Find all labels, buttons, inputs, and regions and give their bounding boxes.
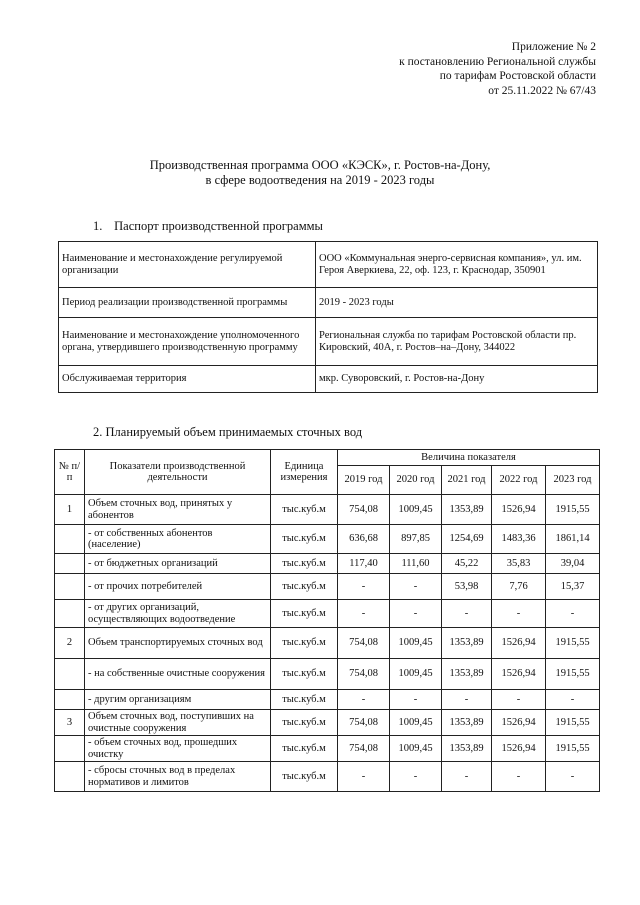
annex-header-line: по тарифам Ростовской области [439, 70, 596, 82]
table-row [55, 659, 600, 690]
value-cell: 39,04 [546, 554, 600, 574]
value-cell: 1915,55 [546, 628, 600, 659]
indicator-name-cell: Объем транспортируемых сточных вод [85, 628, 271, 659]
table-row [55, 710, 600, 736]
value-cell: 111,60 [390, 554, 442, 574]
value-cell: 754,08 [338, 628, 390, 659]
value-cell: - [390, 600, 442, 628]
value-cell: - [338, 690, 390, 710]
col-header-unit: Единица измерения [271, 450, 338, 495]
table-row [55, 495, 600, 525]
unit-cell: тыс.куб.м [271, 659, 338, 690]
col-header-year: 2020 год [390, 466, 442, 495]
table-header-row [55, 450, 600, 466]
value-cell: - [492, 762, 546, 792]
section-1-title: Паспорт производственной программы [114, 219, 323, 233]
row-number-cell [55, 525, 85, 554]
value-cell: 1861,14 [546, 525, 600, 554]
value-cell: 754,08 [338, 736, 390, 762]
indicator-name-cell: Объем сточных вод, поступивших на очистные сооружения [85, 710, 271, 736]
table-row [55, 736, 600, 762]
value-cell: 636,68 [338, 525, 390, 554]
unit-cell: тыс.куб.м [271, 574, 338, 600]
unit-cell: тыс.куб.м [271, 628, 338, 659]
row-number-cell [55, 574, 85, 600]
value-cell: - [390, 690, 442, 710]
value-cell: 754,08 [338, 495, 390, 525]
value-cell: - [442, 762, 492, 792]
unit-cell: тыс.куб.м [271, 762, 338, 792]
col-header-num: № п/п [55, 450, 85, 495]
value-cell: 754,08 [338, 659, 390, 690]
value-cell: 1009,45 [390, 495, 442, 525]
passport-value: Региональная служба по тарифам Ростовской области пр. Кировский, 40А, г. Ростов–на–Дону, 344022 [316, 318, 598, 366]
value-cell: 1526,94 [492, 710, 546, 736]
passport-table [58, 241, 598, 393]
row-number-cell: 3 [55, 710, 85, 736]
row-number-cell [55, 736, 85, 762]
value-cell: 1915,55 [546, 659, 600, 690]
passport-label: Обслуживаемая территория [59, 366, 316, 393]
annex-header-line: к постановлению Региональной службы [399, 55, 596, 68]
row-number-cell [55, 690, 85, 710]
document-title-line: в сфере водоотведения на 2019 - 2023 годы [205, 173, 435, 187]
passport-row [59, 318, 598, 366]
document-title [0, 158, 640, 188]
value-cell: 897,85 [390, 525, 442, 554]
value-cell: - [390, 762, 442, 792]
table-row [55, 574, 600, 600]
indicator-name-cell: - другим организациям [85, 690, 271, 710]
col-header-indicator: Показатели производственной деятельности [85, 450, 271, 495]
indicator-name-cell: - от собственных абонентов (население) [85, 525, 271, 554]
value-cell: 1254,69 [442, 525, 492, 554]
value-cell: - [338, 574, 390, 600]
value-cell: 1353,89 [442, 495, 492, 525]
unit-cell: тыс.куб.м [271, 495, 338, 525]
value-cell: 7,76 [492, 574, 546, 600]
table-row [55, 690, 600, 710]
annex-header [399, 40, 596, 98]
value-cell: 117,40 [338, 554, 390, 574]
value-cell: - [442, 600, 492, 628]
value-cell: 1915,55 [546, 495, 600, 525]
value-cell: 1353,89 [442, 628, 492, 659]
value-cell: 1009,45 [390, 659, 442, 690]
table-row [55, 525, 600, 554]
section-1-heading [93, 219, 323, 234]
passport-label: Наименование и местонахождение уполномоченного органа, утвердившего производственную программу [59, 318, 316, 366]
col-header-year: 2021 год [442, 466, 492, 495]
annex-header-line: от 25.11.2022 № 67/43 [488, 84, 596, 97]
row-number-cell [55, 762, 85, 792]
unit-cell: тыс.куб.м [271, 710, 338, 736]
value-cell: 754,08 [338, 710, 390, 736]
indicator-name-cell: - на собственные очистные сооружения [85, 659, 271, 690]
value-cell: 1915,55 [546, 736, 600, 762]
unit-cell: тыс.куб.м [271, 525, 338, 554]
value-cell: 1009,45 [390, 628, 442, 659]
indicator-name-cell: Объем сточных вод, принятых у абонентов [85, 495, 271, 525]
document-title-line: Производственная программа ООО «КЭСК», г. Ростов-на-Дону, [149, 158, 491, 172]
passport-value: 2019 - 2023 годы [316, 288, 598, 318]
value-cell: 1353,89 [442, 659, 492, 690]
value-cell: 1009,45 [390, 736, 442, 762]
passport-row [59, 288, 598, 318]
value-cell: 45,22 [442, 554, 492, 574]
passport-value: мкр. Суворовский, г. Ростов-на-Дону [316, 366, 598, 393]
value-cell: - [390, 574, 442, 600]
section-2-heading: 2. Планируемый объем принимаемых сточных вод [93, 425, 363, 439]
col-header-year: 2022 год [492, 466, 546, 495]
table-body [55, 495, 600, 792]
value-cell: 1353,89 [442, 736, 492, 762]
passport-value: ООО «Коммунальная энерго-сервисная компания», ул. им. Героя Аверкиева, 22, оф. 123, г. Краснодар, 350901 [316, 242, 598, 288]
passport-label: Период реализации производственной программы [59, 288, 316, 318]
unit-cell: тыс.куб.м [271, 600, 338, 628]
row-number-cell [55, 659, 85, 690]
unit-cell: тыс.куб.м [271, 690, 338, 710]
unit-cell: тыс.куб.м [271, 736, 338, 762]
value-cell: 1526,94 [492, 628, 546, 659]
value-cell: 1526,94 [492, 495, 546, 525]
col-header-year: 2023 год [546, 466, 600, 495]
value-cell: - [338, 600, 390, 628]
row-number-cell: 1 [55, 495, 85, 525]
annex-header-line: Приложение № 2 [511, 41, 596, 53]
indicator-name-cell: - от других организаций, осуществляющих водоотведение [85, 600, 271, 628]
value-cell: - [442, 690, 492, 710]
value-cell: - [546, 600, 600, 628]
value-cell: - [492, 600, 546, 628]
row-number-cell [55, 554, 85, 574]
wastewater-volume-table [54, 449, 600, 792]
value-cell: 1526,94 [492, 736, 546, 762]
value-cell: 1009,45 [390, 710, 442, 736]
passport-row [59, 366, 598, 393]
indicator-name-cell: - сбросы сточных вод в пределах нормативов и лимитов [85, 762, 271, 792]
value-cell: 1526,94 [492, 659, 546, 690]
row-number-cell [55, 600, 85, 628]
value-cell: 15,37 [546, 574, 600, 600]
table-row [55, 554, 600, 574]
value-cell: - [546, 762, 600, 792]
row-number-cell: 2 [55, 628, 85, 659]
value-cell: 1353,89 [442, 710, 492, 736]
table-row [55, 628, 600, 659]
value-cell: - [338, 762, 390, 792]
unit-cell: тыс.куб.м [271, 554, 338, 574]
indicator-name-cell: - от бюджетных организаций [85, 554, 271, 574]
indicator-name-cell: - от прочих потребителей [85, 574, 271, 600]
col-header-value-group: Величина показателя [338, 450, 600, 466]
value-cell: 35,83 [492, 554, 546, 574]
value-cell: - [546, 690, 600, 710]
value-cell: 53,98 [442, 574, 492, 600]
value-cell: - [492, 690, 546, 710]
value-cell: 1483,36 [492, 525, 546, 554]
passport-label: Наименование и местонахождение регулируемой организации [59, 242, 316, 288]
col-header-year: 2019 год [338, 466, 390, 495]
section-1-number: 1. [93, 219, 103, 233]
table-row [55, 762, 600, 792]
passport-row [59, 242, 598, 288]
table-row [55, 600, 600, 628]
value-cell: 1915,55 [546, 710, 600, 736]
indicator-name-cell: - объем сточных вод, прошедших очистку [85, 736, 271, 762]
